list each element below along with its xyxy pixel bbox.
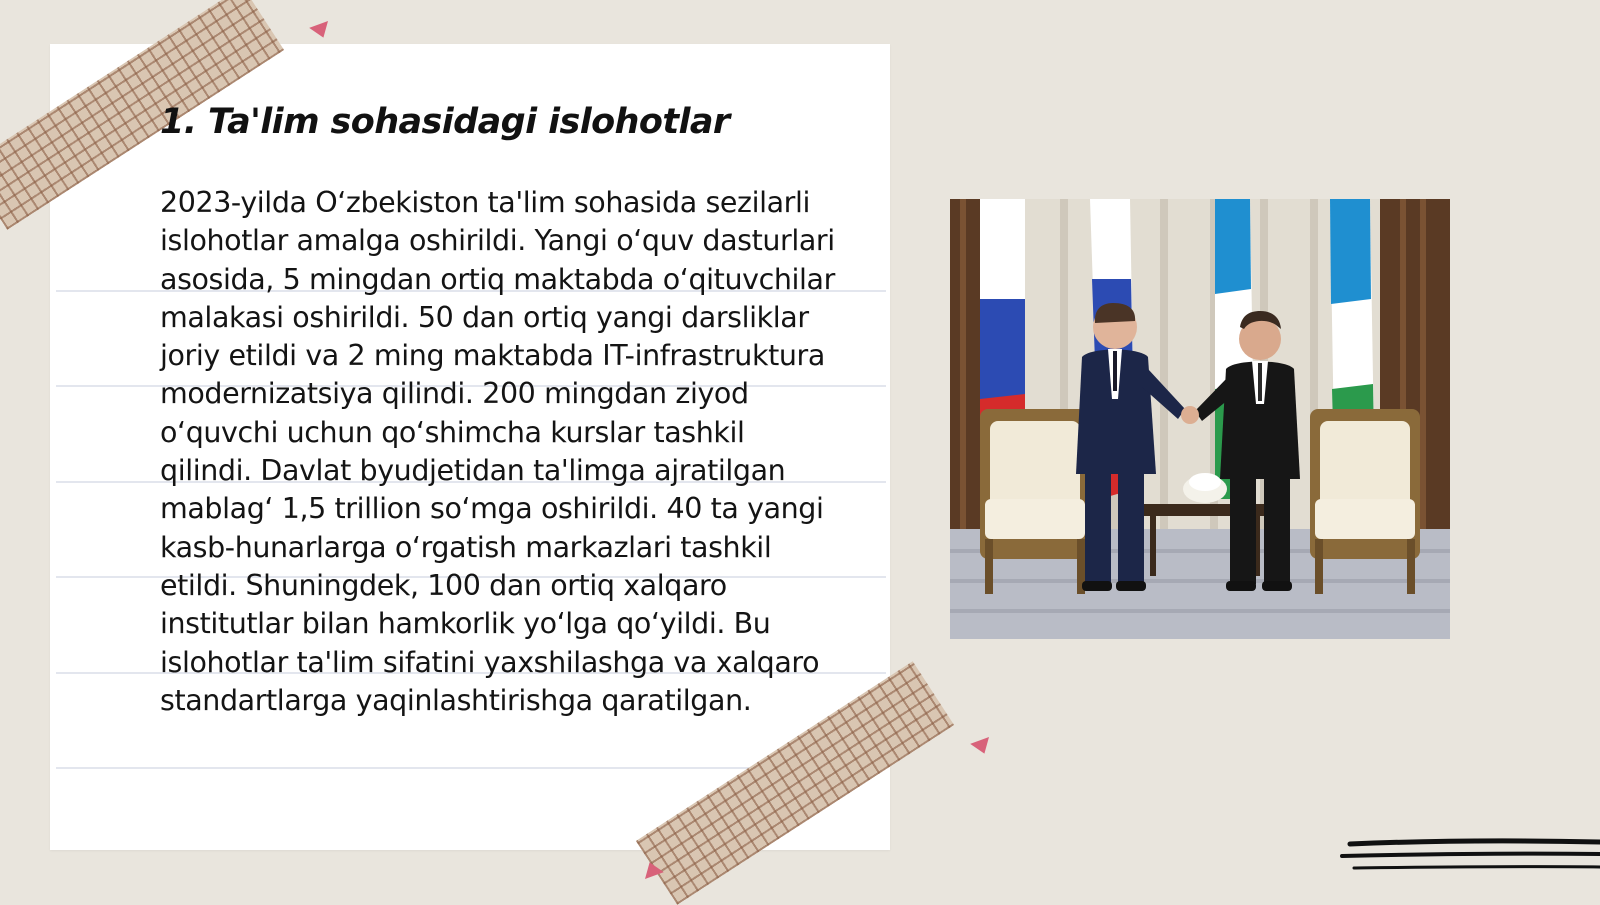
handshake-photo xyxy=(950,199,1450,639)
tape-corner-mark xyxy=(970,737,994,757)
slide-body-text: 2023-yilda O‘zbekiston ta'lim sohasida sezilarli islohotlar amalga oshirildi. Yangi o‘quv dasturlari asosida, 5 mingdan ortiq maktabda o‘qituvchilar malakasi oshirildi. 50 dan ortiq yangi darsliklar joriy etildi va 2 ming maktabda IT-infrastruktura modernizatsiya qilindi. 200 mingdan ziyod o‘quvchi uchun qo‘shimcha kurslar tashkil qilindi. Davlat byudjetidan ta'limga ajratilgan mablag‘ 1,5 trillion so‘mga oshirildi. 40 ta yangi kasb-hunarlarga o‘rgatish markazlari tashkil etildi. Shuningdek, 100 dan ortiq xalqaro institutlar bilan hamkorlik yo‘lga qo‘yildi. Bu islohotlar ta'lim sifatini yaxshilashga va xalqaro standartlarga yaqinlashtirishga qaratilgan. xyxy=(160,186,835,717)
tape-corner-mark xyxy=(309,21,333,41)
slide-title: 1. Ta'lim sohasidagi islohotlar xyxy=(160,102,730,142)
decorative-lines xyxy=(1340,838,1600,878)
